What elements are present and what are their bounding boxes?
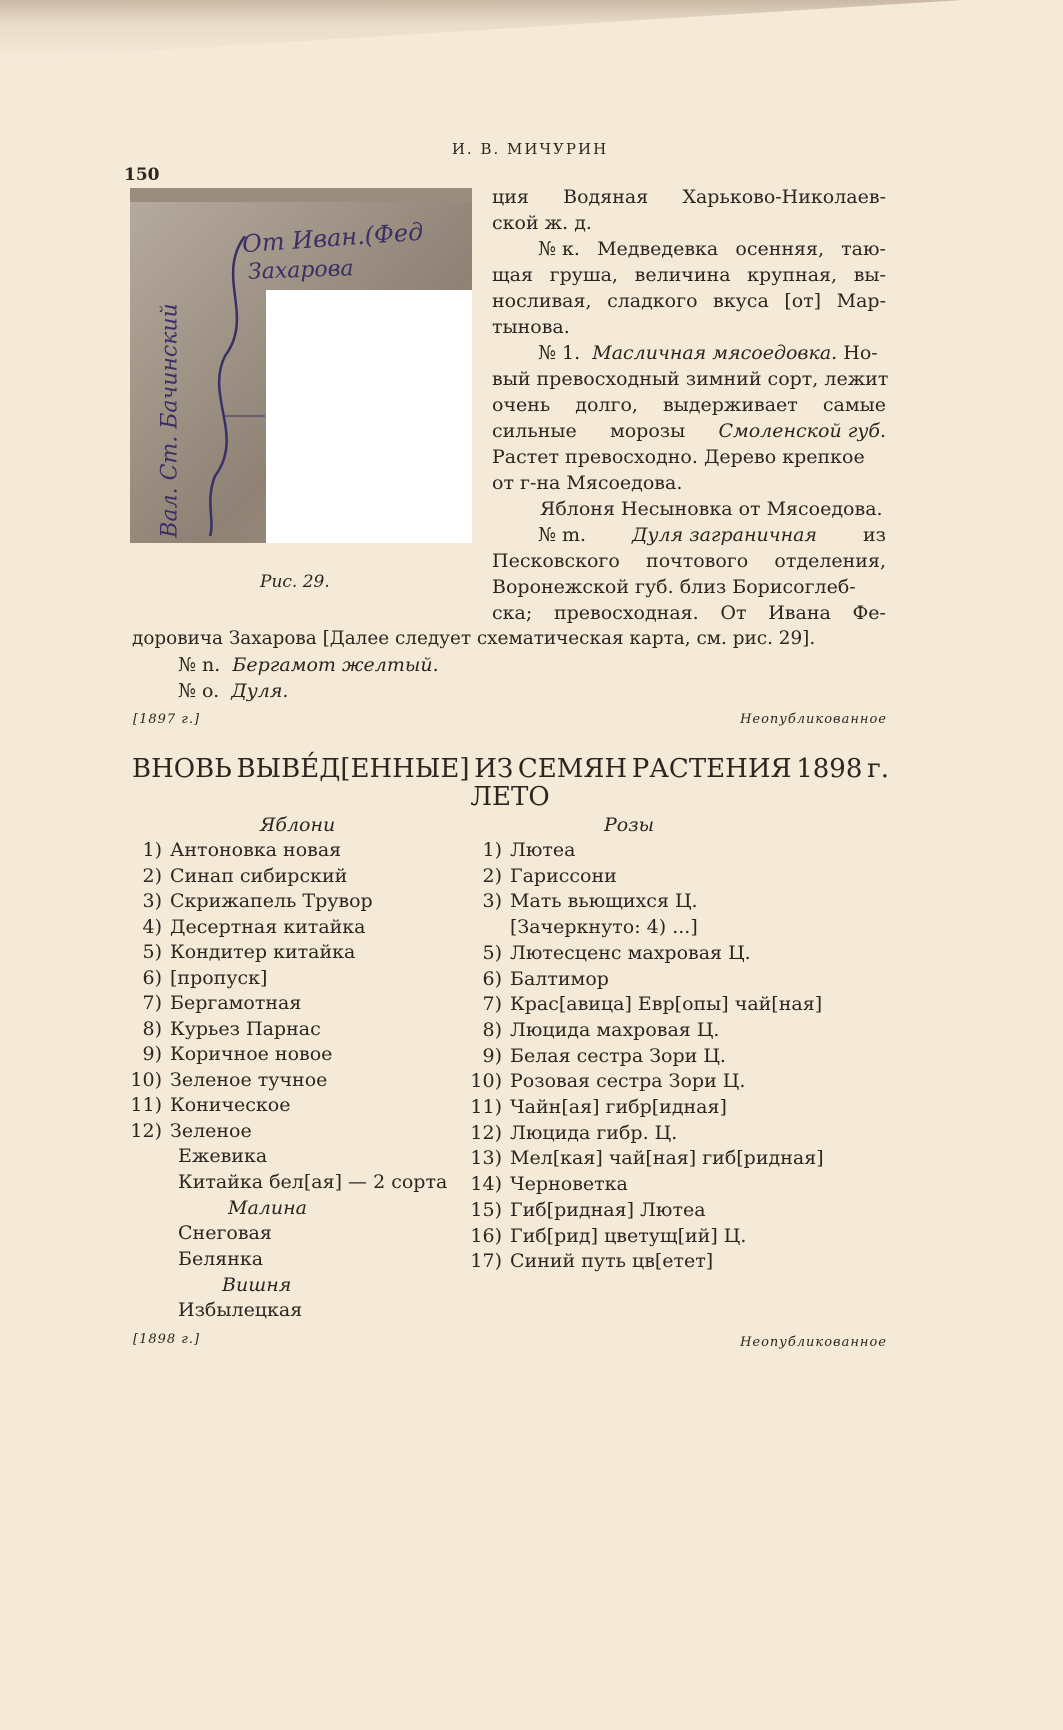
list-item-text: Кондитер китайка — [170, 941, 356, 963]
figure-image — [130, 188, 472, 543]
list-item-text: Скрижапель Трувор — [170, 890, 373, 912]
list-item-text: Синап сибирский — [170, 864, 348, 887]
variety-name: Дуля заграничная — [632, 524, 817, 546]
word: Песковского — [492, 550, 620, 572]
list-item-number: 2) — [142, 864, 162, 887]
list-item-text: [пропуск] — [170, 966, 268, 989]
list-item — [470, 916, 698, 938]
word: Но- — [843, 342, 878, 364]
list-item-number: 6) — [482, 967, 502, 990]
text-line-5 — [492, 288, 886, 314]
section-title — [132, 754, 889, 784]
raspberry-heading: Малина — [228, 1197, 307, 1219]
list-item-text: Мел[кая] чай[ная] гиб[ридная] — [510, 1147, 824, 1170]
list-item — [130, 916, 366, 938]
list-item-number: 10) — [470, 1070, 502, 1093]
section-subtitle: ЛЕТО — [470, 782, 550, 812]
list-item: Избылецкая — [178, 1299, 303, 1321]
title-word: 1898 — [796, 754, 863, 784]
list-item-number: 6) — [142, 966, 162, 989]
cherry-heading: Вишня — [222, 1274, 292, 1296]
word: Фе- — [852, 602, 886, 624]
title-word: РАСТЕНИЯ — [631, 754, 792, 784]
list-item-text: Коричное новое — [170, 1043, 333, 1065]
word: долго, — [575, 394, 638, 416]
word: таю- — [841, 238, 886, 260]
word: щая — [492, 264, 533, 286]
list-item-number: 5) — [142, 941, 162, 963]
list-item — [470, 1122, 677, 1144]
text-line-6: тынова. — [492, 316, 570, 338]
list-item-text: [Зачеркнуто: 4) ...] — [510, 916, 698, 939]
place-name: Смоленской губ. — [718, 420, 886, 442]
word: самые — [822, 394, 886, 416]
title-word: г. — [867, 754, 889, 784]
list-item — [470, 1199, 706, 1221]
roses-heading: Розы — [604, 814, 655, 836]
publication-status: Неопубликованное — [740, 1335, 887, 1350]
list-item-text: Люцида махровая Ц. — [510, 1018, 720, 1041]
figure-handwriting-line-2: Захарова — [247, 256, 355, 285]
list-item — [470, 1045, 726, 1067]
figure-handwriting-line-1: От Иван.(Фед — [241, 217, 425, 259]
word: величина — [634, 264, 731, 286]
word: очень — [492, 394, 551, 416]
text-line-15 — [492, 548, 886, 574]
list-item-text: Чайн[ая] гибр[идная] — [510, 1096, 727, 1118]
text-line-4 — [492, 262, 886, 288]
date-note: [1897 г.] — [133, 712, 201, 727]
list-item-number: 17) — [470, 1250, 502, 1273]
list-item-number: 7) — [482, 993, 502, 1016]
list-item — [470, 1250, 713, 1272]
list-item-text: Гиб[ридная] Лютеа — [510, 1198, 706, 1221]
list-item — [470, 1147, 824, 1169]
title-word: СЕМЯН — [517, 754, 628, 784]
title-word: ВНОВЬ — [132, 754, 232, 784]
text-line-7 — [538, 340, 878, 366]
list-item-text: Мать вьющихся Ц. — [510, 890, 698, 913]
list-item: Ежевика — [178, 1145, 268, 1167]
list-item-number: 15) — [470, 1198, 502, 1221]
text-line-12: от г-на Мясоедова. — [492, 472, 683, 494]
figure-sketch-line — [185, 236, 265, 536]
list-item-number: 14) — [470, 1173, 502, 1196]
word: выдерживает — [662, 394, 798, 416]
figure-blank-area — [266, 290, 472, 543]
word: Мар- — [836, 290, 886, 312]
apples-heading: Яблони — [260, 814, 336, 836]
item-number: № n. — [178, 654, 221, 676]
word: отделения, — [774, 550, 886, 572]
list-item — [130, 992, 301, 1014]
list-item-text: Курьез Парнас — [170, 1017, 321, 1040]
word: Харьково-Николаев- — [682, 186, 886, 208]
word: почтового — [646, 550, 749, 572]
item-number: № o. — [178, 680, 220, 702]
text-line-2: ской ж. д. — [492, 212, 592, 234]
word: осенняя, — [735, 238, 825, 260]
list-item-text: Коническое — [170, 1094, 291, 1116]
list-item-number: 8) — [482, 1018, 502, 1041]
list-item — [130, 1120, 252, 1142]
list-item-text: Гиб[рид] цветущ[ий] Ц. — [510, 1224, 747, 1247]
text-line-19 — [178, 652, 439, 678]
title-word: ВЫВЕ́Д[ЕННЫЕ] — [236, 754, 470, 784]
list-item-number: 8) — [142, 1017, 162, 1040]
running-head: И. В. МИЧУРИН — [451, 140, 609, 158]
list-item-number: 4) — [142, 915, 162, 938]
word: № к. — [538, 238, 580, 260]
list-item — [130, 865, 347, 887]
text-line-9 — [492, 392, 886, 418]
item-number: № 1. — [538, 342, 581, 364]
list-item-text: Белая сестра Зори Ц. — [510, 1044, 726, 1067]
list-item — [130, 941, 355, 963]
list-item-text: Лютеа — [510, 839, 576, 861]
word: От — [720, 602, 747, 624]
list-item-text: Балтимор — [510, 967, 609, 990]
list-item — [470, 1070, 745, 1092]
figure-handwriting-vertical: Вал. Ст. Бачинский — [157, 303, 183, 538]
list-item-text: Гариссони — [510, 864, 617, 887]
list-item-number: 2) — [482, 864, 502, 887]
word: [от] — [784, 290, 822, 312]
list-item — [130, 1069, 327, 1091]
text-line-1 — [492, 184, 886, 210]
word: ска; — [492, 602, 533, 624]
text-line-10 — [492, 418, 886, 444]
word: ция — [492, 186, 529, 208]
list-item-text: Десертная китайка — [170, 915, 366, 938]
text-line-20 — [178, 678, 288, 704]
list-item — [470, 1225, 746, 1247]
list-item — [470, 1173, 628, 1195]
word: вы- — [853, 264, 886, 286]
variety-name: Масличная мясоедовка. — [592, 342, 838, 364]
text-line-16: Воронежской губ. близ Борисоглеб- — [492, 576, 856, 598]
text-line-18: доровича Захарова [Далее следует схематическая карта, см. рис. 29]. — [132, 628, 816, 649]
text-line-11: Растет превосходно. Дерево крепкое — [492, 446, 865, 468]
list-item-number: 12) — [130, 1119, 162, 1142]
list-item-number: 10) — [130, 1068, 162, 1091]
list-item: Снеговая — [178, 1222, 272, 1244]
list-item-text: Люцида гибр. Ц. — [510, 1121, 678, 1144]
text-line-8: вый превосходный зимний сорт, лежит — [492, 368, 889, 390]
list-item-number: 13) — [470, 1147, 502, 1170]
variety-name: Дуля. — [231, 680, 289, 702]
list-item-text: Синий путь цв[етет] — [510, 1250, 714, 1273]
list-item-number: 16) — [470, 1224, 502, 1247]
list-item — [470, 968, 609, 990]
word: вкуса — [713, 290, 769, 312]
figure-caption: Рис. 29. — [260, 572, 330, 592]
list-item — [130, 1094, 290, 1116]
list-item-text: Зеленое тучное — [170, 1068, 328, 1091]
word: крупная, — [747, 264, 838, 286]
list-item — [470, 942, 751, 964]
list-item — [130, 967, 267, 989]
text-line-14 — [538, 522, 886, 548]
list-item-text: Розовая сестра Зори Ц. — [510, 1070, 746, 1093]
list-item: Белянка — [178, 1248, 264, 1270]
list-item-text: Крас[авица] Евр[опы] чай[ная] — [510, 993, 823, 1016]
list-item-number: 3) — [142, 890, 162, 912]
list-item-number: 9) — [482, 1044, 502, 1067]
text-line-17 — [492, 600, 886, 626]
list-item-text: Антоновка новая — [170, 839, 342, 861]
page-number: 150 — [124, 165, 160, 185]
list-item-number: 11) — [470, 1096, 502, 1118]
list-item-number: 1) — [482, 839, 502, 861]
list-item-text: Лютесценс махровая Ц. — [510, 941, 751, 964]
list-item-text: Зеленое — [170, 1119, 252, 1142]
word: превосходная. — [553, 602, 699, 624]
list-item-text: Бергамотная — [170, 992, 302, 1014]
variety-name: Бергамот желтый. — [232, 654, 439, 676]
word: носливая, — [492, 290, 592, 312]
list-item: Китайка бел[ая] — 2 сорта — [178, 1171, 448, 1193]
list-item-text: Черноветка — [510, 1173, 628, 1196]
word: Водяная — [563, 186, 649, 208]
word: из — [862, 524, 886, 546]
word: Ивана — [768, 602, 831, 624]
text-line-3 — [538, 236, 886, 262]
list-item — [470, 839, 575, 861]
list-item-number: 7) — [142, 992, 162, 1014]
list-item-number: 1) — [142, 839, 162, 861]
list-item-number: 5) — [482, 941, 502, 964]
date-note: [1898 г.] — [133, 1332, 201, 1347]
list-item-number: 11) — [130, 1094, 162, 1116]
title-word: ИЗ — [474, 754, 514, 784]
word: сладкого — [607, 290, 698, 312]
list-item — [470, 865, 617, 887]
page-edge-shadow — [0, 0, 963, 60]
list-item — [130, 1018, 321, 1040]
item-number: № m. — [538, 524, 587, 546]
publication-status: Неопубликованное — [740, 712, 887, 727]
word: груша, — [549, 264, 618, 286]
word: сильные — [492, 420, 577, 442]
text-line-13: Яблоня Несыновка от Мясоедова. — [540, 498, 883, 520]
list-item-number: 12) — [470, 1121, 502, 1144]
list-item-number: 3) — [482, 890, 502, 913]
list-item — [130, 890, 373, 912]
list-item-number: 9) — [142, 1043, 162, 1065]
list-item — [130, 1043, 332, 1065]
list-item — [470, 890, 698, 912]
list-item — [130, 839, 341, 861]
word: морозы — [609, 420, 686, 442]
word: Медведевка — [597, 238, 719, 260]
list-item — [470, 1019, 719, 1041]
list-item — [470, 993, 822, 1015]
list-item — [470, 1096, 727, 1118]
